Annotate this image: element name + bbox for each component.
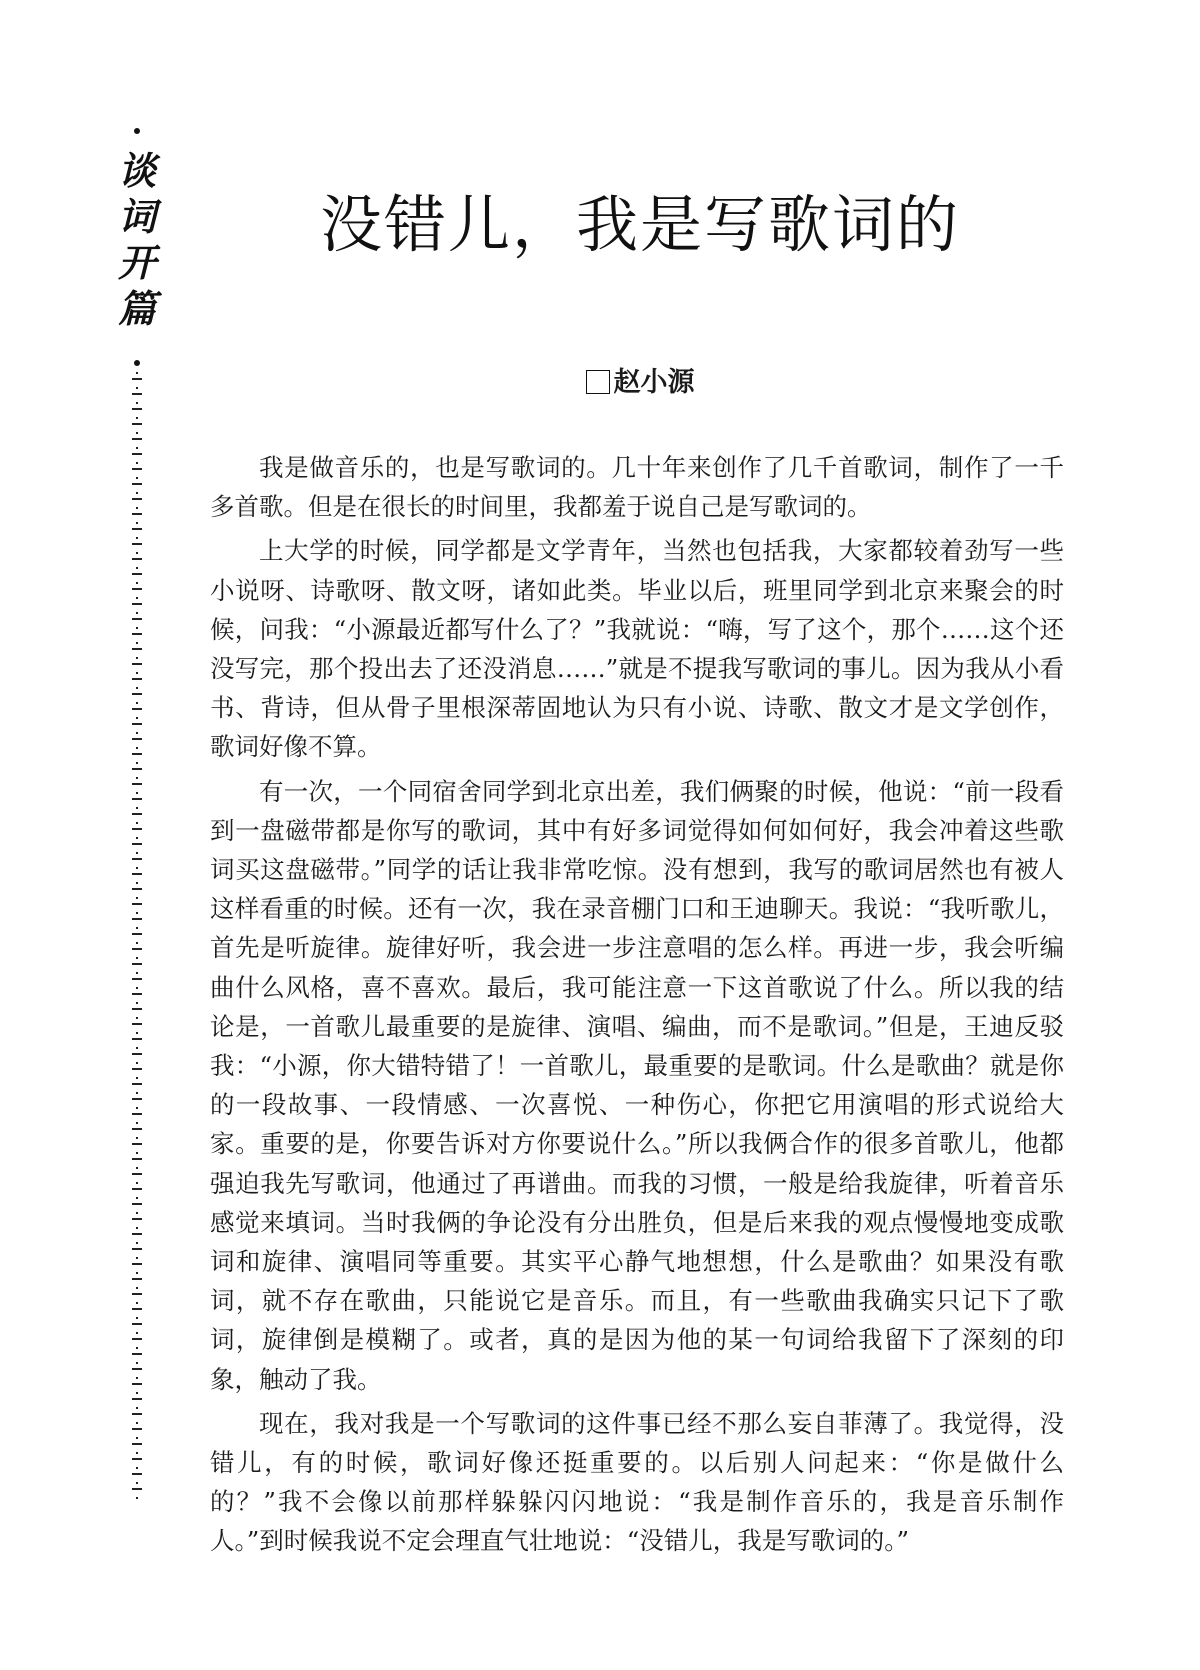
decorative-dot-bottom xyxy=(134,360,140,366)
column-label-char: 篇 xyxy=(117,287,156,331)
article-title: 没错儿，我是写歌词的 xyxy=(319,188,960,261)
paragraph: 上大学的时候，同学都是文学青年，当然也包括我，大家都较着劲写一些小说呀、诗歌呀、散文呀，诸如此类。毕业以后，班里同学到北京来聚会的时候，问我：“小源最近都写什么了？”我就说：“嗨，写了这个，那个……这个还没写完，那个投出去了还没消息……”就是不提我写歌词的事儿。因为我从小看书、背诗，但从骨子里根深蒂固地认为只有小说、诗歌、散文才是文学创作，歌词好像不算。 xyxy=(210,536,1064,762)
paragraph: 我是做音乐的，也是写歌词的。几十年来创作了几千首歌词，制作了一千多首歌。但是在很长的时间里，我都羞于说自己是写歌词的。 xyxy=(210,453,1064,522)
author-byline xyxy=(210,360,1070,399)
paragraph: 现在，我对我是一个写歌词的这件事已经不那么妄自菲薄了。我觉得，没错儿，有的时候，歌词好像还挺重要的。以后别人问起来：“你是做什么的？”我不会像以前那样躲躲闪闪地说：“我是制作音乐的，我是音乐制作人。”到时候我说不定会理直气壮地说：“没错儿，我是写歌词的。” xyxy=(210,1408,1064,1556)
column-label-char: 开 xyxy=(117,241,156,285)
decorative-vertical-line xyxy=(136,372,138,1502)
author-name: 赵小源 xyxy=(613,367,695,398)
article-body xyxy=(210,448,1064,1566)
decorative-dot-top xyxy=(134,128,140,134)
column-label-char: 谈 xyxy=(117,149,156,193)
column-label xyxy=(117,148,157,332)
square-box-icon xyxy=(586,370,610,394)
paragraph: 有一次，一个同宿舍同学到北京出差，我们俩聚的时候，他说：“前一段看到一盘磁带都是你写的歌词，其中有好多词觉得如何如何好，我会冲着这些歌词买这盘磁带。”同学的话让我非常吃惊。没有想到，我写的歌词居然也有被人这样看重的时候。还有一次，我在录音棚门口和王迪聊天。我说：“我听歌儿，首先是听旋律。旋律好听，我会进一步注意唱的怎么样。再进一步，我会听编曲什么风格，喜不喜欢。最后，我可能注意一下这首歌说了什么。所以我的结论是，一首歌儿最重要的是旋律、演唱、编曲，而不是歌词。”但是，王迪反驳我：“小源，你大错特错了！一首歌儿，最重要的是歌词。什么是歌曲？就是你的一段故事、一段情感、一次喜悦、一种伤心，你把它用演唱的形式说给大家。重要的是，你要告诉对方你要说什么。”所以我俩合作的很多首歌儿，他都强迫我先写歌词，他通过了再谱曲。而我的习惯，一般是给我旋律，听着音乐感觉来填词。当时我俩的争论没有分出胜负，但是后来我的观点慢慢地变成歌词和旋律、演唱同等重要。其实平心静气地想想，什么是歌曲？如果没有歌词，就不存在歌曲，只能说它是音乐。而且，有一些歌曲我确实只记下了歌词，旋律倒是模糊了。或者，真的是因为他的某一句词给我留下了深刻的印象，触动了我。 xyxy=(210,776,1064,1394)
column-label-char: 词 xyxy=(117,195,156,239)
